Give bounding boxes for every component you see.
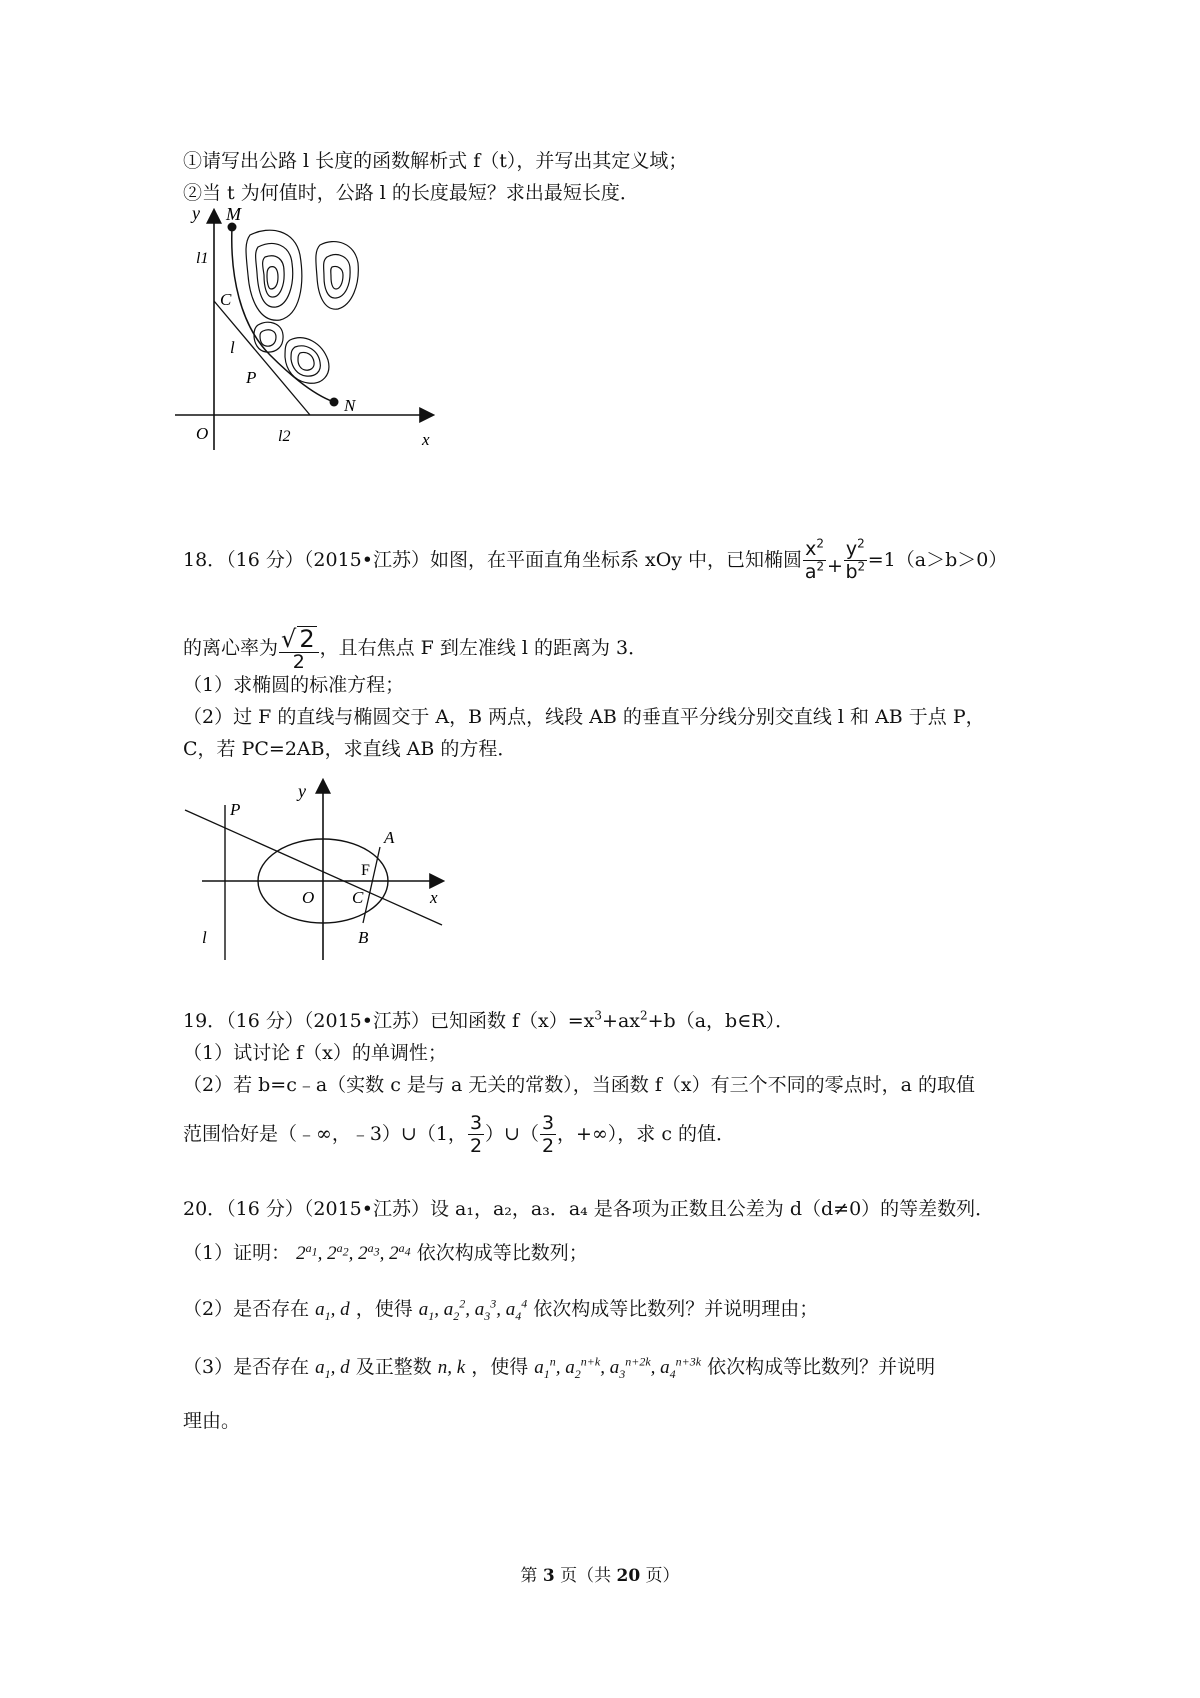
q18-label-x: x (430, 888, 438, 907)
q18-line-PC (185, 810, 442, 925)
q17-figure (170, 205, 470, 465)
q19-part2a: （2）若 b=c﹣a（实数 c 是与 a 无关的常数），当函数 f（x）有三个不同的零点时，a 的取值 (183, 1074, 975, 1096)
q18-line2: 的离心率为 $\frac{√ 2}{2}$ ，且右焦点 F 到左准线 l 的距离为 3． (183, 625, 648, 673)
q18-label-P: P (230, 800, 241, 819)
q18-label-O: O (302, 888, 315, 907)
q18-head: 18．（16 分）（2015•江苏）如图，在平面直角坐标系 xOy 中，已知椭圆 $\frac{x^2}{a^2}$ + $\frac{y^2}{b^2}$ =1（a＞b＞0） (183, 536, 1008, 583)
footer-page-number: 3 (542, 1566, 555, 1586)
q20-head: 20．（16 分）（2015•江苏）设 a₁，a₂，a₃．a₄ 是各项为正数且公差为 d（d≠0）的等差数列． (183, 1198, 995, 1220)
q19-head: 19．（16 分）（2015•江苏）已知函数 $f(x)=x^3+ax^2+b(a$，b∈R）． (183, 1008, 795, 1032)
q17-label-N: N (344, 396, 356, 415)
q17-label-l1: l1 (196, 250, 209, 267)
q17-tangent-line (214, 301, 310, 415)
q17-part1: ①请写出公路 l 长度的函数解析式 f（t），并写出其定义域； (183, 150, 688, 172)
q18-label-l: l (202, 928, 207, 947)
q17-label-x: x (422, 430, 430, 449)
q19-part1: （1）试讨论 f（x）的单调性； (183, 1042, 447, 1064)
q20-part3-end: 理由。 (183, 1410, 241, 1432)
q19-range: 范围恰好是（﹣∞，﹣3）∪（1， $\frac{3}{2}$ ）∪（ $\frac{3}{2}$ ，+∞），求 c 的值． (183, 1112, 736, 1157)
q17-point-N (330, 398, 339, 407)
q17-label-P: P (246, 368, 257, 387)
q17-label-y: y (192, 205, 200, 223)
q18-part2a: （2）过 F 的直线与椭圆交于 A，B 两点，线段 AB 的垂直平分线分别交直线 l 和 AB 于点 P， (183, 706, 985, 728)
q17-contours (246, 230, 358, 383)
q18-label-C: C (352, 888, 364, 907)
q18-part2b: C，若 PC=2AB，求直线 AB 的方程． (183, 738, 517, 760)
q17-label-M: M (226, 205, 241, 224)
q20-part1: （1）证明： $2^{a_1}$, $2^{a_2}$, $2^{a_3}$, $2^{a_4}$ 依次构成等比数列； (183, 1240, 588, 1264)
q18-part1: （1）求椭圆的标准方程； (183, 674, 405, 696)
q17-label-C: C (220, 290, 232, 309)
q18-label-A: A (384, 828, 395, 847)
footer-total-pages: 20 (616, 1566, 641, 1586)
page-footer: 第 3 页（共 20 页） (520, 1566, 680, 1586)
q20-part3: （3）是否存在 $a_1$, d 及正整数 n, k ，使得 $a_1^n$, $a_2^{n+k}$, $a_3^{n+2k}$, $a_4^{n+3k}$ 依次构成等比数列？并说明 (183, 1354, 936, 1381)
q17-part2: ②当 t 为何值时，公路 l 的长度最短？求出最短长度． (183, 182, 639, 204)
q18-label-B: B (358, 928, 369, 947)
q18-label-y: y (298, 781, 306, 801)
q17-label-l: l (230, 338, 235, 357)
q20-part2: （2）是否存在 $a_1$, d ，使得 $a_1$, $a_2^2$, $a_3^3$, $a_4^4$ 依次构成等比数列？并说明理由； (183, 1296, 819, 1323)
q18-label-F: F (361, 862, 370, 879)
q18-figure (180, 775, 450, 970)
q17-label-l2: l2 (278, 428, 291, 445)
q18-line-AB (363, 847, 380, 923)
q17-label-O: O (196, 424, 209, 443)
